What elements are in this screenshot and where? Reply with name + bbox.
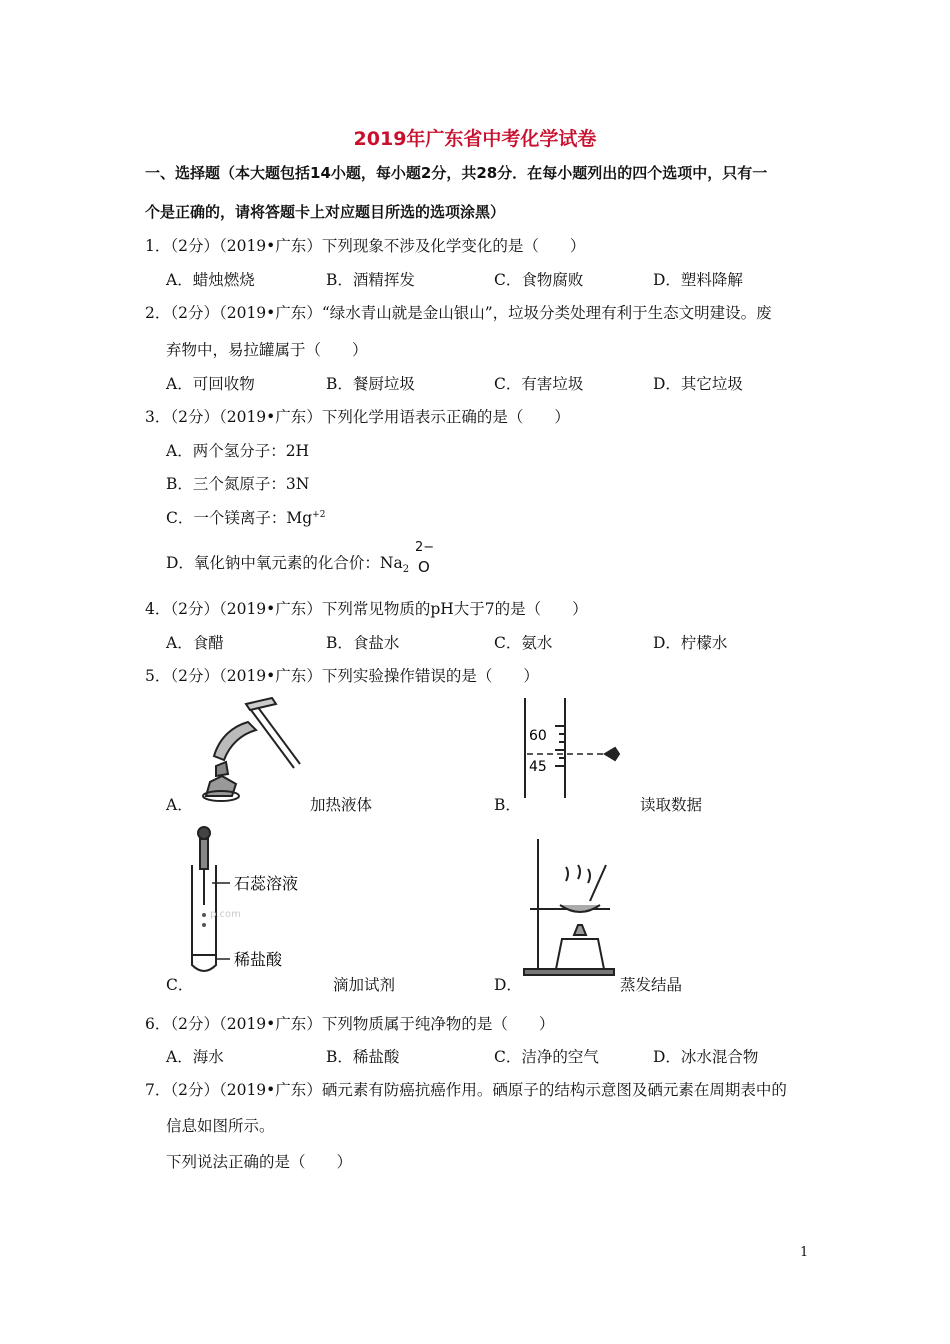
question-2-option-a: A．可回收物 — [166, 375, 255, 393]
question-2-stem-cont: 弃物中，易拉罐属于（ ） — [166, 341, 368, 359]
question-5-option-b: B． — [494, 796, 521, 814]
question-3-option-d: D．氧化钠中氧元素的化合价：$Na_2$ — [166, 554, 410, 576]
heating-liquid-figure — [186, 696, 306, 804]
question-7-stem: 7．（2分）（2019•广东）硒元素有防癌抗癌作用。硒原子的结构示意图及硒元素在周期表中的 — [145, 1081, 787, 1099]
question-2-option-d: D．其它垃圾 — [653, 375, 743, 393]
question-6-stem: 6．（2分）（2019•广东）下列物质属于纯净物的是（ ） — [145, 1015, 555, 1033]
scale-label-bottom: 45 — [529, 759, 547, 775]
question-3-stem: 3．（2分）（2019•广东）下列化学用语表示正确的是（ ） — [145, 408, 570, 426]
question-3-option-a: A．两个氢分子：2H — [166, 442, 310, 460]
question-3-option-b: B．三个氮原子：3N — [166, 475, 310, 493]
litmus-label: 石蕊溶液 — [234, 874, 299, 893]
question-4-option-d: D．柠檬水 — [653, 634, 728, 652]
acid-label: 稀盐酸 — [234, 950, 283, 969]
page-title: 2019年广东省中考化学试卷 — [353, 128, 597, 150]
reading-cylinder-figure — [515, 696, 625, 800]
section-heading-line1: 一、选择题（本大题包括14小题，每小题2分，共28分．在每小题列出的四个选项中，只有一 — [145, 164, 768, 182]
question-4-option-b: B．食盐水 — [326, 634, 400, 652]
question-2-option-b: B．餐厨垃圾 — [326, 375, 415, 393]
question-5-caption-c: 滴加试剂 — [333, 976, 396, 994]
page-number: 1 — [800, 1245, 809, 1260]
dropper-test-tube-figure — [186, 825, 316, 977]
question-7-stem-cont: 信息如图所示。 — [166, 1117, 275, 1135]
question-1-option-d: D．塑料降解 — [653, 271, 743, 289]
question-1-stem: 1．（2分）（2019•广东）下列现象不涉及化学变化的是（ ） — [145, 237, 586, 255]
valence-mark: 2− — [415, 540, 435, 555]
question-2-option-c: C．有害垃圾 — [494, 375, 584, 393]
sodium-subscript: 2 — [402, 564, 410, 576]
watermark-text: p.com — [210, 909, 241, 920]
question-5-caption-a: 加热液体 — [310, 796, 373, 814]
question-5-caption-b: 读取数据 — [640, 796, 703, 814]
scale-label-top: 60 — [529, 728, 547, 744]
question-1-option-b: B．酒精挥发 — [326, 271, 415, 289]
question-6-option-d: D．冰水混合物 — [653, 1048, 759, 1066]
question-7-prompt: 下列说法正确的是（ ） — [166, 1153, 353, 1171]
question-4-stem: 4．（2分）（2019•广东）下列常见物质的pH大于7的是（ ） — [145, 600, 588, 618]
evaporation-figure — [520, 835, 630, 977]
question-5-option-c: C． — [166, 976, 194, 994]
ion-charge: +2 — [312, 509, 326, 520]
oxygen-symbol: O — [418, 558, 430, 576]
question-6-option-c: C．洁净的空气 — [494, 1048, 599, 1066]
drop-2 — [202, 923, 206, 927]
question-4-option-a: A．食醋 — [166, 634, 224, 652]
question-4-option-c: C．氨水 — [494, 634, 553, 652]
question-5-option-d: D． — [494, 976, 522, 994]
question-5-stem: 5．（2分）（2019•广东）下列实验操作错误的是（ ） — [145, 667, 539, 685]
drop-1 — [202, 913, 206, 917]
question-1-option-a: A．蜡烛燃烧 — [166, 271, 255, 289]
question-6-option-b: B．稀盐酸 — [326, 1048, 400, 1066]
question-1-option-c: C．食物腐败 — [494, 271, 584, 289]
question-3-option-c: C．一个镁离子：$Mg^{+2}$ — [166, 509, 326, 527]
section-heading-line2: 个是正确的，请将答题卡上对应题目所选的选项涂黑） — [145, 203, 506, 221]
question-2-stem: 2．（2分）（2019•广东）“绿水青山就是金山银山”，垃圾分类处理有利于生态文明建设。废 — [145, 304, 772, 322]
question-6-option-a: A．海水 — [166, 1048, 224, 1066]
question-5-option-a: A． — [166, 796, 193, 814]
question-5-caption-d: 蒸发结晶 — [620, 976, 683, 994]
